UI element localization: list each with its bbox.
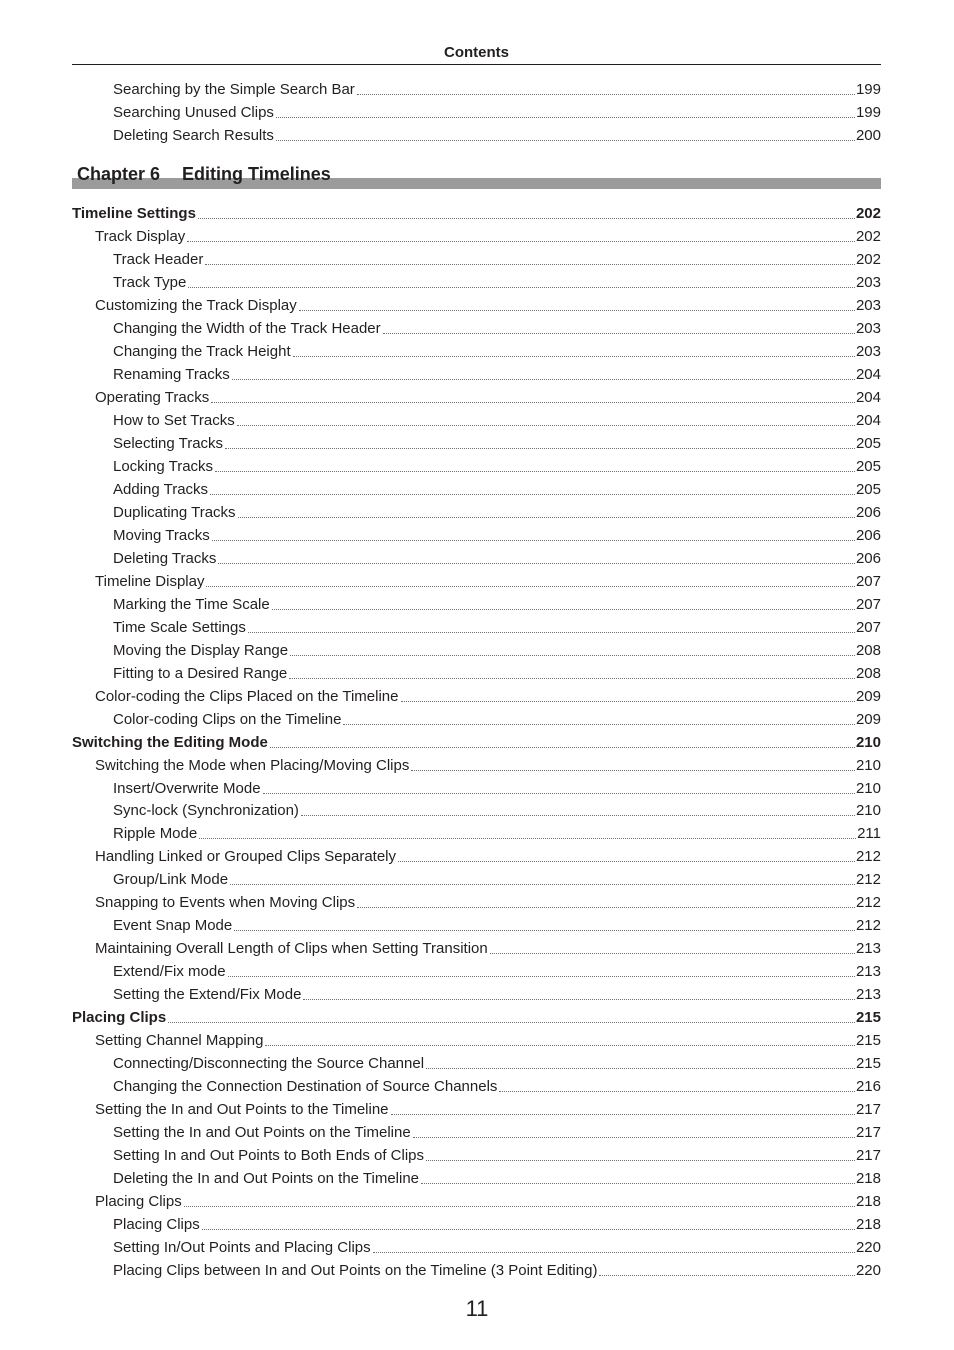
toc-entry-title: Customizing the Track Display <box>95 296 297 314</box>
toc-leader-dots <box>263 792 855 794</box>
toc-leader-dots <box>293 355 855 357</box>
toc-entry-title: Locking Tracks <box>113 457 214 475</box>
toc-entry-title: Changing the Connection Destination of Source Channels <box>113 1078 498 1096</box>
toc-entry-title: Moving Tracks <box>113 526 210 544</box>
toc-leader-dots <box>490 952 855 954</box>
toc-entry-level-3[interactable] <box>113 709 881 729</box>
toc-leader-dots <box>234 929 855 931</box>
toc-entry-title: Setting Channel Mapping <box>95 1032 264 1050</box>
header-rule <box>72 64 881 65</box>
toc-leader-dots <box>184 1205 855 1207</box>
toc-entry-level-3[interactable] <box>113 778 881 798</box>
toc-entry-page: 217 <box>855 1147 881 1165</box>
toc-leader-dots <box>599 1274 855 1276</box>
toc-entry-page: 217 <box>855 1101 881 1119</box>
toc-entry-page: 199 <box>855 104 881 121</box>
toc-entry-level-3[interactable] <box>113 823 881 843</box>
toc-entry-title: Changing the Width of the Track Header <box>113 319 381 337</box>
toc-entry-title: Sync-lock (Synchronization) <box>113 802 299 820</box>
toc-entry-title: Time Scale Settings <box>113 618 246 636</box>
toc-entry-page: 203 <box>855 319 881 337</box>
toc-entry-level-2[interactable] <box>95 846 881 866</box>
toc-entry-page: 210 <box>855 756 881 774</box>
toc-entry-title: Duplicating Tracks <box>113 503 236 521</box>
toc-entry-title: Snapping to Events when Moving Clips <box>95 894 356 912</box>
toc-entry-page: 207 <box>855 618 881 636</box>
toc-leader-dots <box>411 769 855 771</box>
toc-entry-page: 206 <box>855 526 881 544</box>
toc-entry-level-3[interactable] <box>113 800 881 820</box>
toc-entry-level-3[interactable] <box>113 1260 881 1280</box>
toc-entry-page: 213 <box>855 940 881 958</box>
toc-entry-page: 205 <box>855 457 881 475</box>
toc-leader-dots <box>215 470 855 472</box>
toc-entry-title: Moving the Display Range <box>113 641 289 659</box>
toc-leader-dots <box>357 93 855 95</box>
toc-entry-title: Color-coding Clips on the Timeline <box>113 710 342 728</box>
toc-entry-level-2[interactable] <box>95 295 881 315</box>
toc-entry-page: 215 <box>855 1009 881 1027</box>
toc-entry-level-3[interactable] <box>113 1053 881 1073</box>
toc-entry-title: Operating Tracks <box>95 388 210 406</box>
toc-entry-page: 202 <box>855 205 881 222</box>
toc-leader-dots <box>230 883 855 885</box>
toc-entry-page: 206 <box>855 503 881 521</box>
toc-entry-page: 211 <box>857 825 881 843</box>
toc-entry-level-3[interactable] <box>113 594 881 614</box>
toc-leader-dots <box>238 516 855 518</box>
toc-entry-title: Setting In/Out Points and Placing Clips <box>113 1239 371 1257</box>
chapter-heading-label <box>77 164 331 185</box>
chapter-heading <box>72 164 881 190</box>
toc-entry-level-3[interactable] <box>113 663 881 683</box>
toc-entry-title: Renaming Tracks <box>113 365 230 383</box>
toc-leader-dots <box>299 309 855 311</box>
toc-entry-level-1[interactable] <box>72 732 881 752</box>
toc-leader-dots <box>413 1136 855 1138</box>
toc-leader-dots <box>401 700 855 702</box>
toc-entry-title: Switching the Mode when Placing/Moving Clips <box>95 756 410 774</box>
toc-leader-dots <box>206 585 854 587</box>
toc-entry-title: Maintaining Overall Length of Clips when Setting Transition <box>95 940 488 958</box>
toc-entry-level-1[interactable] <box>72 203 881 223</box>
toc-entry-title: Deleting the In and Out Points on the Timeline <box>113 1170 420 1188</box>
toc-entry-title: Selecting Tracks <box>113 434 224 452</box>
toc-leader-dots <box>210 493 855 495</box>
toc-entry-level-3[interactable] <box>113 1145 881 1165</box>
toc-leader-dots <box>205 263 855 265</box>
toc-entry-level-3[interactable] <box>113 479 881 499</box>
toc-entry-page: 203 <box>855 342 881 360</box>
toc-leader-dots <box>187 240 855 242</box>
toc-leader-dots <box>398 860 855 862</box>
toc-entry-level-2[interactable] <box>95 1099 881 1119</box>
toc-entry-title: Adding Tracks <box>113 480 209 498</box>
toc-entry-page: 220 <box>855 1239 881 1257</box>
toc-entry-title: Fitting to a Desired Range <box>113 664 288 682</box>
toc-entry-title: Placing Clips <box>113 1216 200 1234</box>
toc-leader-dots <box>391 1113 855 1115</box>
toc-entry-page: 207 <box>855 595 881 613</box>
toc-entry-page: 209 <box>855 710 881 728</box>
toc-leader-dots <box>276 139 855 141</box>
toc-entry-page: 207 <box>855 572 881 590</box>
toc-entry-level-1[interactable] <box>72 1007 881 1027</box>
toc-entry-page: 210 <box>855 733 881 751</box>
toc-entry-level-3[interactable] <box>113 961 881 981</box>
toc-entry-page: 215 <box>855 1032 881 1050</box>
toc-leader-dots <box>265 1044 855 1046</box>
page-header-title: Contents <box>444 44 509 61</box>
toc-leader-dots <box>198 217 855 219</box>
toc-leader-dots <box>343 723 855 725</box>
toc-entry-title: Ripple Mode <box>113 825 198 843</box>
toc-entry-page: 218 <box>855 1216 881 1234</box>
toc-entry-title: Deleting Tracks <box>113 549 217 567</box>
toc-entry-level-3[interactable] <box>113 1237 881 1257</box>
toc-leader-dots <box>225 447 855 449</box>
toc-entry-level-3[interactable] <box>113 79 881 99</box>
toc-entry-title: Deleting Search Results <box>113 127 274 144</box>
toc-leader-dots <box>426 1159 855 1161</box>
toc-entry-page: 208 <box>855 641 881 659</box>
toc-entry-page: 215 <box>855 1055 881 1073</box>
toc-entry-level-3[interactable] <box>113 640 881 660</box>
toc-entry-title: Placing Clips <box>72 1009 167 1027</box>
toc-leader-dots <box>301 814 855 816</box>
toc-leader-dots <box>218 562 855 564</box>
toc-leader-dots <box>373 1251 855 1253</box>
toc-entry-level-2[interactable] <box>95 387 881 407</box>
chapter-number: Chapter 6 <box>77 164 161 184</box>
toc-entry-title: Insert/Overwrite Mode <box>113 779 261 797</box>
toc-leader-dots <box>211 401 855 403</box>
chapter-title: Editing Timelines <box>182 164 331 184</box>
toc-entry-page: 213 <box>855 986 881 1004</box>
toc-entry-title: Event Snap Mode <box>113 917 233 935</box>
toc-leader-dots <box>383 332 855 334</box>
toc-entry-title: Searching by the Simple Search Bar <box>113 81 355 98</box>
toc-entry-level-2[interactable] <box>95 686 881 706</box>
toc-entry-page: 212 <box>855 848 881 866</box>
toc-entry-title: Changing the Track Height <box>113 342 291 360</box>
toc-entry-page: 204 <box>855 411 881 429</box>
toc-entry-level-3[interactable] <box>113 617 881 637</box>
toc-entry-page: 200 <box>855 127 881 144</box>
toc-leader-dots <box>357 906 855 908</box>
toc-entry-page: 218 <box>855 1170 881 1188</box>
toc-entry-level-3[interactable] <box>113 1214 881 1234</box>
toc-entry-title: Setting the In and Out Points to the Timeline <box>95 1101 389 1119</box>
toc-leader-dots <box>421 1182 855 1184</box>
toc-leader-dots <box>212 539 855 541</box>
toc-entry-title: Setting the In and Out Points on the Timeline <box>113 1124 411 1142</box>
toc-leader-dots <box>237 424 855 426</box>
toc-entry-level-3[interactable] <box>113 1168 881 1188</box>
toc-entry-level-2[interactable] <box>95 1191 881 1211</box>
toc-leader-dots <box>270 746 855 748</box>
toc-leader-dots <box>289 677 855 679</box>
toc-entry-page: 210 <box>855 779 881 797</box>
toc-leader-dots <box>272 608 855 610</box>
toc-entry-title: Color-coding the Clips Placed on the Timeline <box>95 687 399 705</box>
toc-entry-level-3[interactable] <box>113 249 881 269</box>
toc-entry-level-3[interactable] <box>113 1122 881 1142</box>
toc-entry-level-2[interactable] <box>95 571 881 591</box>
toc-leader-dots <box>202 1228 855 1230</box>
toc-entry-page: 202 <box>855 227 881 245</box>
toc-leader-dots <box>248 631 855 633</box>
toc-leader-dots <box>426 1067 855 1069</box>
toc-leader-dots <box>276 116 855 118</box>
toc-entry-page: 202 <box>855 250 881 268</box>
toc-entry-page: 199 <box>855 81 881 98</box>
toc-entry-page: 212 <box>855 917 881 935</box>
toc-entry-level-2[interactable] <box>95 1030 881 1050</box>
toc-entry-title: Track Header <box>113 250 204 268</box>
toc-entry-level-3[interactable] <box>113 456 881 476</box>
toc-leader-dots <box>303 998 855 1000</box>
toc-entry-level-3[interactable] <box>113 341 881 361</box>
toc-entry-title: Track Type <box>113 273 187 291</box>
toc-entry-level-3[interactable] <box>113 869 881 889</box>
toc-entry-title: Searching Unused Clips <box>113 104 274 121</box>
toc-entry-level-3[interactable] <box>113 548 881 568</box>
toc-entry-level-2[interactable] <box>95 938 881 958</box>
toc-leader-dots <box>228 975 855 977</box>
toc-entry-page: 212 <box>855 871 881 889</box>
toc-entry-title: Timeline Display <box>95 572 205 590</box>
toc-entry-level-3[interactable] <box>113 1076 881 1096</box>
toc-entry-level-3[interactable] <box>113 364 881 384</box>
toc-leader-dots <box>499 1090 855 1092</box>
toc-entry-title: Track Display <box>95 227 186 245</box>
page-number: 11 <box>465 1296 489 1321</box>
toc-entry-title: Handling Linked or Grouped Clips Separately <box>95 848 397 866</box>
toc-entry-level-2[interactable] <box>95 892 881 912</box>
toc-entry-page: 206 <box>855 549 881 567</box>
toc-entry-page: 212 <box>855 894 881 912</box>
toc-entry-title: Placing Clips between In and Out Points on the Timeline (3 Point Editing) <box>113 1262 598 1280</box>
toc-entry-title: Connecting/Disconnecting the Source Channel <box>113 1055 425 1073</box>
toc-leader-dots <box>188 286 855 288</box>
toc-leader-dots <box>290 654 855 656</box>
toc-entry-page: 218 <box>855 1193 881 1211</box>
toc-entry-page: 204 <box>855 388 881 406</box>
toc-entry-title: How to Set Tracks <box>113 411 235 429</box>
toc-entry-page: 205 <box>855 434 881 452</box>
toc-entry-level-3[interactable] <box>113 318 881 338</box>
toc-entry-level-2[interactable] <box>95 755 881 775</box>
toc-entry-page: 203 <box>855 273 881 291</box>
toc-entry-title: Setting In and Out Points to Both Ends of Clips <box>113 1147 425 1165</box>
toc-entry-title: Switching the Editing Mode <box>72 733 268 751</box>
toc-leader-dots <box>168 1021 855 1023</box>
toc-entry-level-3[interactable] <box>113 272 881 292</box>
toc-leader-dots <box>232 378 855 380</box>
toc-entry-level-3[interactable] <box>113 410 881 430</box>
toc-entry-page: 220 <box>855 1262 881 1280</box>
toc-entry-level-3[interactable] <box>113 915 881 935</box>
toc-leader-dots <box>199 837 856 839</box>
toc-entry-level-3[interactable] <box>113 125 881 145</box>
toc-entry-level-3[interactable] <box>113 102 881 122</box>
toc-entry-title: Timeline Settings <box>72 205 196 222</box>
toc-entry-title: Marking the Time Scale <box>113 595 270 613</box>
toc-entry-level-3[interactable] <box>113 433 881 453</box>
toc-entry-level-3[interactable] <box>113 984 881 1004</box>
toc-entry-page: 217 <box>855 1124 881 1142</box>
toc-entry-page: 205 <box>855 480 881 498</box>
toc-entry-level-3[interactable] <box>113 525 881 545</box>
toc-entry-page: 209 <box>855 687 881 705</box>
toc-entry-title: Group/Link Mode <box>113 871 229 889</box>
toc-entry-page: 210 <box>855 802 881 820</box>
toc-entry-page: 203 <box>855 296 881 314</box>
toc-entry-page: 213 <box>855 963 881 981</box>
toc-entry-title: Placing Clips <box>95 1193 182 1211</box>
toc-entry-title: Setting the Extend/Fix Mode <box>113 986 302 1004</box>
toc-entry-level-3[interactable] <box>113 502 881 522</box>
toc-entry-page: 208 <box>855 664 881 682</box>
toc-entry-page: 216 <box>855 1078 881 1096</box>
toc-entry-title: Extend/Fix mode <box>113 963 226 981</box>
toc-entry-page: 204 <box>855 365 881 383</box>
toc-entry-level-2[interactable] <box>95 226 881 246</box>
